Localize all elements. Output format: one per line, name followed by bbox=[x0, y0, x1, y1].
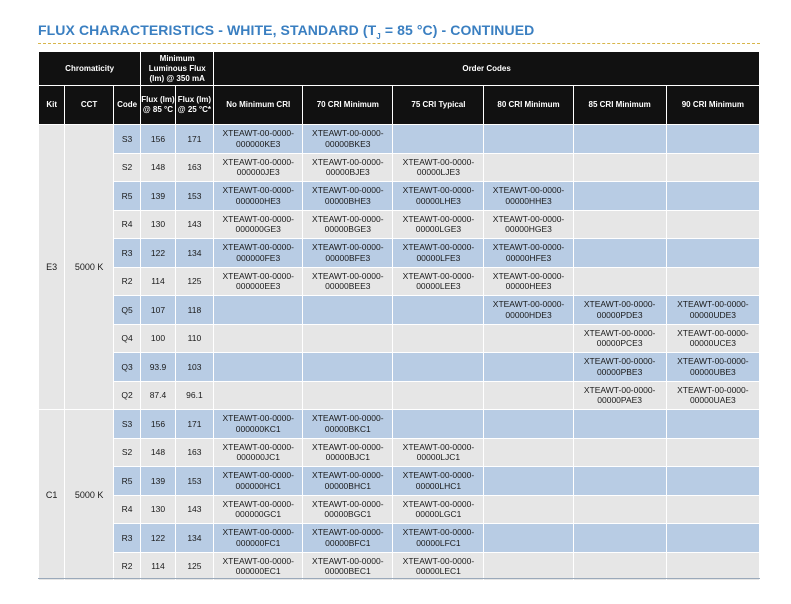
order-code-cell bbox=[666, 267, 759, 296]
page-title: FLUX CHARACTERISTICS - WHITE, STANDARD ($T_J = 85$ °C) - CONTINUED bbox=[38, 22, 535, 41]
order-code-cell: XTEAWT-00-0000-000000KC1 bbox=[214, 410, 303, 439]
order-code-cell: XTEAWT-00-0000-00000HFE3 bbox=[484, 239, 573, 268]
order-code-cell bbox=[303, 381, 393, 410]
order-code-cell: XTEAWT-00-0000-00000UCE3 bbox=[666, 324, 759, 353]
order-code-cell: XTEAWT-00-0000-00000LGC1 bbox=[393, 495, 484, 524]
flux-85-cell: 93.9 bbox=[141, 353, 175, 382]
order-code-cell: XTEAWT-00-0000-000000GC1 bbox=[214, 495, 303, 524]
table-row bbox=[39, 182, 760, 211]
order-code-cell bbox=[666, 552, 759, 581]
code-cell: R2 bbox=[113, 552, 140, 581]
flux-25-cell: 125 bbox=[175, 552, 213, 581]
order-code-cell: XTEAWT-00-0000-00000BHC1 bbox=[303, 467, 393, 496]
order-code-cell bbox=[573, 524, 666, 553]
table-row bbox=[39, 467, 760, 496]
table-row bbox=[39, 153, 760, 182]
order-code-cell bbox=[573, 552, 666, 581]
order-code-cell: XTEAWT-00-0000-000000HC1 bbox=[214, 467, 303, 496]
order-code-cell: XTEAWT-00-0000-00000HGE3 bbox=[484, 210, 573, 239]
table-row bbox=[39, 267, 760, 296]
order-code-cell: XTEAWT-00-0000-00000PAE3 bbox=[573, 381, 666, 410]
flux-25-cell: 96.1 bbox=[175, 381, 213, 410]
code-cell: Q2 bbox=[113, 381, 140, 410]
order-code-cell bbox=[666, 210, 759, 239]
order-code-cell: XTEAWT-00-0000-00000UDE3 bbox=[666, 296, 759, 325]
table-row bbox=[39, 125, 760, 154]
order-code-cell bbox=[484, 552, 573, 581]
table-row bbox=[39, 524, 760, 553]
header-flux-85: Flux (lm) @ 85 °C bbox=[141, 86, 175, 125]
flux-25-cell: 163 bbox=[175, 153, 213, 182]
header-min-flux: Minimum Luminous Flux (lm) @ 350 mA bbox=[141, 52, 214, 86]
flux-25-cell: 171 bbox=[175, 410, 213, 439]
cct-cell: 5000 K bbox=[65, 410, 114, 581]
code-cell: S2 bbox=[113, 153, 140, 182]
order-code-cell bbox=[666, 438, 759, 467]
order-code-cell: XTEAWT-00-0000-000000JE3 bbox=[214, 153, 303, 182]
order-code-cell bbox=[573, 210, 666, 239]
order-code-cell bbox=[393, 381, 484, 410]
order-code-cell: XTEAWT-00-0000-00000HDE3 bbox=[484, 296, 573, 325]
flux-85-cell: 114 bbox=[141, 267, 175, 296]
table-row bbox=[39, 552, 760, 581]
flux-85-cell: 148 bbox=[141, 153, 175, 182]
cct-cell: 5000 K bbox=[65, 125, 114, 410]
order-code-cell bbox=[484, 153, 573, 182]
header-code: Code bbox=[113, 86, 140, 125]
order-code-cell bbox=[666, 125, 759, 154]
order-code-cell: XTEAWT-00-0000-00000BEE3 bbox=[303, 267, 393, 296]
order-code-cell: XTEAWT-00-0000-000000KE3 bbox=[214, 125, 303, 154]
order-code-cell bbox=[393, 410, 484, 439]
order-code-cell: XTEAWT-00-0000-00000LEC1 bbox=[393, 552, 484, 581]
kit-cell: E3 bbox=[39, 125, 65, 410]
order-code-cell: XTEAWT-00-0000-000000FC1 bbox=[214, 524, 303, 553]
table-row bbox=[39, 438, 760, 467]
order-code-cell: XTEAWT-00-0000-00000BHE3 bbox=[303, 182, 393, 211]
order-code-cell: XTEAWT-00-0000-00000BJC1 bbox=[303, 438, 393, 467]
flux-25-cell: 103 bbox=[175, 353, 213, 382]
order-code-cell bbox=[393, 324, 484, 353]
order-code-cell bbox=[573, 182, 666, 211]
order-code-cell bbox=[666, 524, 759, 553]
header-chromaticity: Chromaticity bbox=[39, 52, 141, 86]
code-cell: Q3 bbox=[113, 353, 140, 382]
table-bottom-rule bbox=[38, 578, 760, 579]
order-code-cell bbox=[484, 467, 573, 496]
order-code-cell: XTEAWT-00-0000-00000BEC1 bbox=[303, 552, 393, 581]
order-code-cell bbox=[484, 125, 573, 154]
order-code-cell: XTEAWT-00-0000-00000HEE3 bbox=[484, 267, 573, 296]
order-code-cell bbox=[214, 381, 303, 410]
flux-25-cell: 118 bbox=[175, 296, 213, 325]
flux-85-cell: 130 bbox=[141, 495, 175, 524]
code-cell: Q4 bbox=[113, 324, 140, 353]
order-code-cell bbox=[484, 381, 573, 410]
code-cell: R5 bbox=[113, 467, 140, 496]
table-row bbox=[39, 324, 760, 353]
flux-25-cell: 153 bbox=[175, 467, 213, 496]
flux-25-cell: 153 bbox=[175, 182, 213, 211]
flux-25-cell: 134 bbox=[175, 239, 213, 268]
header-75-cri: 75 CRI Typical bbox=[393, 86, 484, 125]
order-code-cell: XTEAWT-00-0000-00000PCE3 bbox=[573, 324, 666, 353]
flux-85-cell: 156 bbox=[141, 410, 175, 439]
header-flux-25: Flux (lm) @ 25 °C* bbox=[175, 86, 213, 125]
code-cell: S3 bbox=[113, 125, 140, 154]
order-code-cell: XTEAWT-00-0000-00000LHE3 bbox=[393, 182, 484, 211]
order-code-cell bbox=[484, 438, 573, 467]
order-code-cell: XTEAWT-00-0000-00000BKC1 bbox=[303, 410, 393, 439]
title-divider bbox=[38, 43, 760, 44]
order-code-cell bbox=[666, 182, 759, 211]
code-cell: S3 bbox=[113, 410, 140, 439]
order-code-cell: XTEAWT-00-0000-00000LJC1 bbox=[393, 438, 484, 467]
flux-table bbox=[38, 51, 760, 581]
flux-85-cell: 114 bbox=[141, 552, 175, 581]
order-code-cell bbox=[484, 353, 573, 382]
order-code-cell: XTEAWT-00-0000-00000PBE3 bbox=[573, 353, 666, 382]
table-body bbox=[39, 125, 760, 581]
flux-85-cell: 87.4 bbox=[141, 381, 175, 410]
table-row bbox=[39, 381, 760, 410]
order-code-cell: XTEAWT-00-0000-00000BFE3 bbox=[303, 239, 393, 268]
order-code-cell: XTEAWT-00-0000-00000BFC1 bbox=[303, 524, 393, 553]
table-row bbox=[39, 210, 760, 239]
flux-85-cell: 107 bbox=[141, 296, 175, 325]
order-code-cell: XTEAWT-00-0000-000000FE3 bbox=[214, 239, 303, 268]
flux-85-cell: 139 bbox=[141, 182, 175, 211]
order-code-cell: XTEAWT-00-0000-000000JC1 bbox=[214, 438, 303, 467]
order-code-cell bbox=[214, 296, 303, 325]
header-70-cri: 70 CRI Minimum bbox=[303, 86, 393, 125]
order-code-cell bbox=[484, 495, 573, 524]
order-code-cell: XTEAWT-00-0000-00000LHC1 bbox=[393, 467, 484, 496]
code-cell: R4 bbox=[113, 495, 140, 524]
order-code-cell bbox=[484, 324, 573, 353]
order-code-cell bbox=[573, 495, 666, 524]
order-code-cell bbox=[393, 353, 484, 382]
order-code-cell bbox=[303, 324, 393, 353]
code-cell: Q5 bbox=[113, 296, 140, 325]
order-code-cell bbox=[573, 467, 666, 496]
table-row bbox=[39, 296, 760, 325]
code-cell: R2 bbox=[113, 267, 140, 296]
order-code-cell bbox=[484, 410, 573, 439]
order-code-cell: XTEAWT-00-0000-00000LFE3 bbox=[393, 239, 484, 268]
header-no-min-cri: No Minimum CRI bbox=[214, 86, 303, 125]
table-row bbox=[39, 495, 760, 524]
order-code-cell: XTEAWT-00-0000-00000LJE3 bbox=[393, 153, 484, 182]
flux-25-cell: 143 bbox=[175, 495, 213, 524]
order-code-cell bbox=[484, 524, 573, 553]
order-code-cell bbox=[666, 239, 759, 268]
order-code-cell bbox=[573, 239, 666, 268]
code-cell: R3 bbox=[113, 524, 140, 553]
order-code-cell: XTEAWT-00-0000-00000PDE3 bbox=[573, 296, 666, 325]
order-code-cell bbox=[214, 324, 303, 353]
order-code-cell bbox=[573, 153, 666, 182]
order-code-cell bbox=[666, 495, 759, 524]
flux-85-cell: 139 bbox=[141, 467, 175, 496]
table-row bbox=[39, 410, 760, 439]
flux-25-cell: 171 bbox=[175, 125, 213, 154]
order-code-cell: XTEAWT-00-0000-00000BKE3 bbox=[303, 125, 393, 154]
order-code-cell bbox=[393, 125, 484, 154]
order-code-cell bbox=[573, 125, 666, 154]
order-code-cell: XTEAWT-00-0000-00000LGE3 bbox=[393, 210, 484, 239]
flux-85-cell: 130 bbox=[141, 210, 175, 239]
table-row bbox=[39, 353, 760, 382]
order-code-cell bbox=[666, 153, 759, 182]
kit-cell: C1 bbox=[39, 410, 65, 581]
flux-85-cell: 122 bbox=[141, 524, 175, 553]
order-code-cell bbox=[214, 353, 303, 382]
code-cell: S2 bbox=[113, 438, 140, 467]
order-code-cell bbox=[666, 467, 759, 496]
header-90-cri: 90 CRI Minimum bbox=[666, 86, 759, 125]
code-cell: R5 bbox=[113, 182, 140, 211]
table-row bbox=[39, 239, 760, 268]
header-kit: Kit bbox=[39, 86, 65, 125]
order-code-cell bbox=[303, 296, 393, 325]
flux-25-cell: 125 bbox=[175, 267, 213, 296]
flux-25-cell: 134 bbox=[175, 524, 213, 553]
header-80-cri: 80 CRI Minimum bbox=[484, 86, 573, 125]
order-code-cell bbox=[573, 410, 666, 439]
flux-25-cell: 163 bbox=[175, 438, 213, 467]
header-order-codes: Order Codes bbox=[214, 52, 760, 86]
flux-85-cell: 156 bbox=[141, 125, 175, 154]
code-cell: R4 bbox=[113, 210, 140, 239]
flux-85-cell: 148 bbox=[141, 438, 175, 467]
order-code-cell: XTEAWT-00-0000-00000UAE3 bbox=[666, 381, 759, 410]
order-code-cell bbox=[303, 353, 393, 382]
order-code-cell bbox=[666, 410, 759, 439]
order-code-cell: XTEAWT-00-0000-00000HHE3 bbox=[484, 182, 573, 211]
header-85-cri: 85 CRI Minimum bbox=[573, 86, 666, 125]
order-code-cell: XTEAWT-00-0000-000000GE3 bbox=[214, 210, 303, 239]
flux-85-cell: 100 bbox=[141, 324, 175, 353]
order-code-cell: XTEAWT-00-0000-000000EE3 bbox=[214, 267, 303, 296]
flux-25-cell: 110 bbox=[175, 324, 213, 353]
flux-25-cell: 143 bbox=[175, 210, 213, 239]
order-code-cell: XTEAWT-00-0000-00000BJE3 bbox=[303, 153, 393, 182]
header-cct: CCT bbox=[65, 86, 114, 125]
order-code-cell: XTEAWT-00-0000-00000BGC1 bbox=[303, 495, 393, 524]
order-code-cell: XTEAWT-00-0000-000000EC1 bbox=[214, 552, 303, 581]
flux-85-cell: 122 bbox=[141, 239, 175, 268]
order-code-cell: XTEAWT-00-0000-00000UBE3 bbox=[666, 353, 759, 382]
order-code-cell: XTEAWT-00-0000-00000BGE3 bbox=[303, 210, 393, 239]
order-code-cell: XTEAWT-00-0000-00000LEE3 bbox=[393, 267, 484, 296]
order-code-cell: XTEAWT-00-0000-00000LFC1 bbox=[393, 524, 484, 553]
order-code-cell bbox=[573, 438, 666, 467]
order-code-cell bbox=[393, 296, 484, 325]
order-code-cell bbox=[573, 267, 666, 296]
order-code-cell: XTEAWT-00-0000-000000HE3 bbox=[214, 182, 303, 211]
code-cell: R3 bbox=[113, 239, 140, 268]
